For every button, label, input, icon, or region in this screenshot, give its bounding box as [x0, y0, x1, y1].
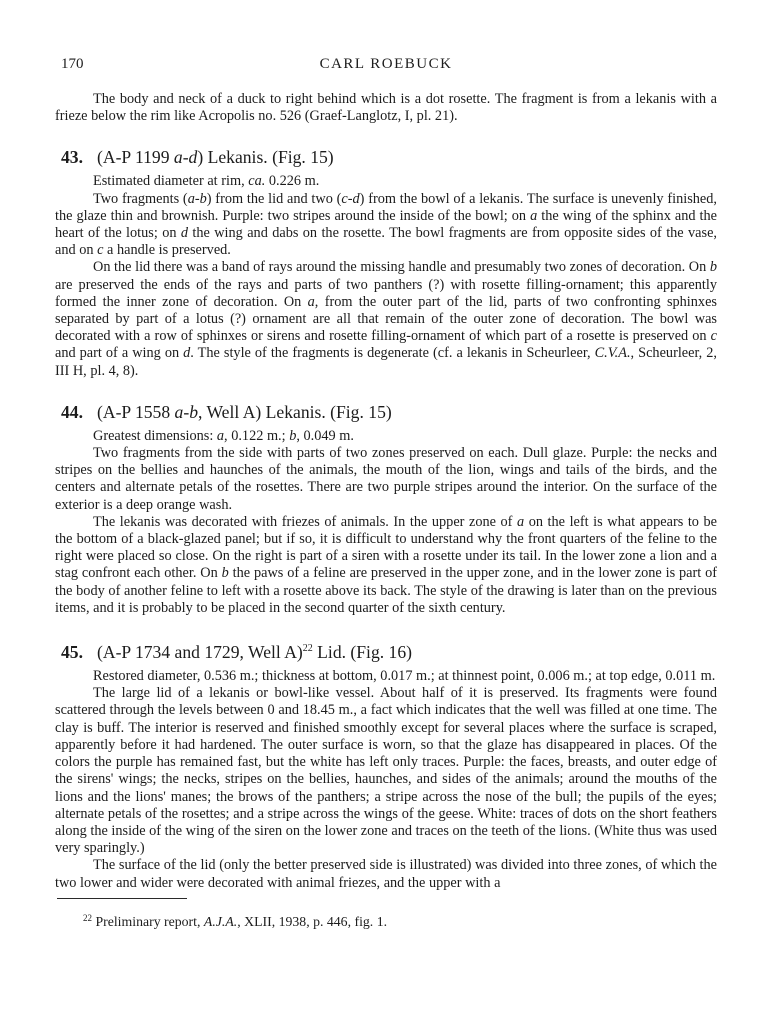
footnote	[55, 910, 717, 930]
entry-43-heading	[61, 147, 717, 167]
entry-number: 43.	[61, 147, 83, 168]
entry-45-dimensions: Restored diameter, 0.536 m.; thickness at bottom, 0.017 m.; at thinnest point, 0.006 m.; at top edge, 0.011 m.	[93, 668, 716, 685]
entry-44-dimensions: Greatest dimensions: a, 0.122 m.; b, 0.049 m.	[93, 427, 354, 444]
entry-45-paragraph: The large lid of a lekanis or bowl-like vessel. About half of it is preserved. Its fragments were found scattered through the levels between 0 and 18.45 m., a fact which indicates that the well was filled at one time. The clay is buff. The interior is reserved and finished smoothly except for several places where the surface is scraped, apparently before it had hardened. The outer surface is worn, so that the glaze has disappeared in places. Of the colors the purple has remained fast, but the white has left only traces. Purple: the faces, breasts, and outer edge of the sirens' wings; the necks, stripes on the bellies, haunches, and sides of the animals; around the mouths of the lions and the lions' manes; the brows of the panthers; a stripe across the nose of the bull; the pupils of the eyes; alternate petals of the rosettes; and a stripe across the wings of the geese. White: traces of dots on the short feathers along the inside of the wing of the siren on the lower zone and traces on the teeth of the lions. (White thus was used very sparingly.)	[55, 685, 717, 857]
footnote-text: Preliminary report, A.J.A., XLII, 1938, p. 446, fig. 1.	[95, 913, 388, 929]
entry-number: 44.	[61, 401, 83, 422]
entry-title: (A-P 1199 a-d) Lekanis. (Fig. 15)	[97, 147, 334, 168]
footnote-rule	[57, 898, 187, 899]
entry-number: 45.	[61, 642, 83, 663]
entry-44-paragraph: The lekanis was decorated with friezes of animals. In the upper zone of a on the left is what appears to be the bottom of a black-glazed panel; but if so, it is difficult to understand why the front quarters of the feline to the right were placed so close. On the right is part of a siren with a rosette under its tail. In the lower zone a lion and a stag confront each other. On b the paws of a feline are preserved in the upper zone, and in the lower zone is part of the body of another feline to left with a rosette above its back. The style of the drawing is later than on the previous items, and it is probably to be placed in the second quarter of the sixth century.	[55, 513, 717, 616]
intro-paragraph: The body and neck of a duck to right behind which is a dot rosette. The fragment is from a lekanis with a frieze below the rim like Acropolis no. 526 (Graef-Langlotz, I, pl. 21).	[55, 91, 717, 125]
running-head	[55, 56, 717, 78]
entry-title: (A-P 1558 a-b, Well A) Lekanis. (Fig. 15)	[97, 401, 392, 422]
page	[55, 56, 717, 930]
entry-43-paragraph: On the lid there was a band of rays around the missing handle and presumably two zones of decoration. On b are preserved the ends of the rays and parts of two panthers (?) with rosette filling-ornament; this apparently formed the inner zone of decoration. On a, from the outer part of the lid, parts of two confronting sphinxes separated by part of a lotus (?) ornament are all that remain of the outer zone of decoration. The bowl was decorated with a row of sphinxes or sirens and rosette filling-ornament of which part of a rosette is preserved on c and part of a wing on d. The style of the fragments is degenerate (cf. a lekanis in Scheurleer, C.V.A., Scheurleer, 2, III H, pl. 4, 8).	[55, 259, 717, 379]
entry-44-heading	[61, 402, 717, 422]
footnote-marker: 22	[83, 912, 92, 923]
entry-44-paragraph: Two fragments from the side with parts of two zones preserved on each. Dull glaze. Purple: the necks and stripes on the bellies and haunches of the animals, the mouth of the lion, wings and tails of the birds, and the centers and alternate petals of the rosettes. There are two purple stripes around the interior. On the surface of the exterior is a deep orange wash.	[55, 445, 717, 513]
entry-45-heading	[61, 639, 717, 662]
running-title: CARL ROEBUCK	[319, 56, 453, 72]
entry-45-paragraph: The surface of the lid (only the better preserved side is illustrated) was divided into three zones, of which the two lower and wider were decorated with animal friezes, and the upper with a	[55, 857, 717, 891]
entry-43-dimensions: Estimated diameter at rim, ca. 0.226 m.	[93, 173, 320, 190]
page-number: 170	[61, 56, 84, 72]
entry-title: (A-P 1734 and 1729, Well A)$^{22}$ Lid. (Fig. 16)	[97, 642, 412, 663]
entry-43-paragraph: Two fragments (a-b) from the lid and two (c-d) from the bowl of a lekanis. The surface is unevenly finished, the glaze thin and brownish. Purple: two stripes around the inside of the bowl; on a the wing of the sphinx and the heart of the lotus; on d the wing and dabs on the rosette. The bowl fragments are from opposite sides of the vase, and on c a handle is preserved.	[55, 190, 718, 259]
